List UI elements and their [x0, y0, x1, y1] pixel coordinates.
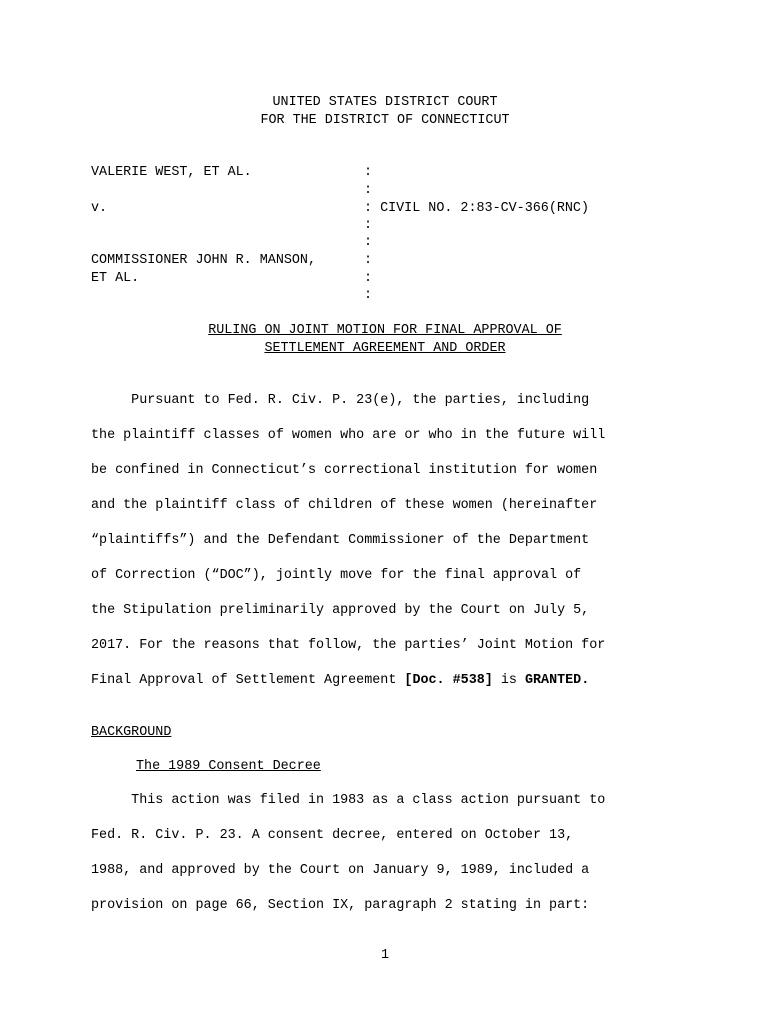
section-heading [91, 724, 171, 742]
civil-number: : CIVIL NO. 2:83-CV-366(RNC) [364, 201, 589, 216]
court-district: FOR THE DISTRICT OF CONNECTICUT [260, 113, 510, 128]
paragraph-line: 1988, and approved by the Court on January 9, 1989, included a [91, 863, 590, 878]
caption-colon: : [364, 165, 373, 180]
paragraph-line: This action was filed in 1983 as a class action pursuant to [91, 793, 606, 808]
ruling-title-line1: RULING ON JOINT MOTION FOR FINAL APPROVAL OF [208, 323, 562, 338]
caption-colon: : [364, 183, 373, 198]
versus-label: v. [91, 201, 108, 216]
paragraph-line: be confined in Connecticut’s correctional institution for women [91, 463, 598, 478]
doc-reference: [Doc. #538] [404, 673, 493, 688]
paragraph-line: Fed. R. Civ. P. 23. A consent decree, entered on October 13, [91, 828, 574, 843]
paragraph-line: of Correction (“DOC”), jointly move for the final approval of [91, 568, 582, 583]
consent-decree-heading: The 1989 Consent Decree [136, 759, 321, 774]
page-number: 1 [380, 948, 390, 963]
caption-colon: : [364, 218, 373, 233]
caption-colon: : [364, 288, 373, 303]
caption-colon: : [364, 235, 373, 250]
paragraph-line: provision on page 66, Section IX, paragraph 2 stating in part: [91, 898, 590, 913]
defendant-name-cont: ET AL. [91, 271, 140, 286]
ruling-title-cont [0, 340, 770, 358]
ruling-title [0, 322, 770, 340]
paragraph-line: “plaintiffs”) and the Defendant Commissioner of the Department [91, 533, 590, 548]
caption-colon: : [364, 253, 373, 268]
court-name: UNITED STATES DISTRICT COURT [272, 95, 498, 110]
is-text: is [492, 673, 525, 688]
background-heading: BACKGROUND [91, 725, 172, 740]
paragraph-line: 2017. For the reasons that follow, the parties’ Joint Motion for [91, 638, 606, 653]
final-approval-text: Final Approval of Settlement Agreement [91, 673, 405, 688]
paragraph-line-final [91, 672, 589, 690]
paragraph-line: the Stipulation preliminarily approved by the Court on July 5, [91, 603, 590, 618]
caption-colon: : [364, 271, 373, 286]
paragraph-line: the plaintiff classes of women who are or who in the future will [91, 428, 606, 443]
defendant-name: COMMISSIONER JOHN R. MANSON, [91, 253, 316, 268]
plaintiff-name: VALERIE WEST, ET AL. [91, 165, 252, 180]
ruling-title-line2: SETTLEMENT AGREEMENT AND ORDER [264, 341, 506, 356]
paragraph-line: and the plaintiff class of children of these women (hereinafter [91, 498, 598, 513]
paragraph-line: Pursuant to Fed. R. Civ. P. 23(e), the parties, including [91, 393, 590, 408]
granted-text: GRANTED. [524, 673, 590, 688]
sub-heading [136, 758, 321, 776]
